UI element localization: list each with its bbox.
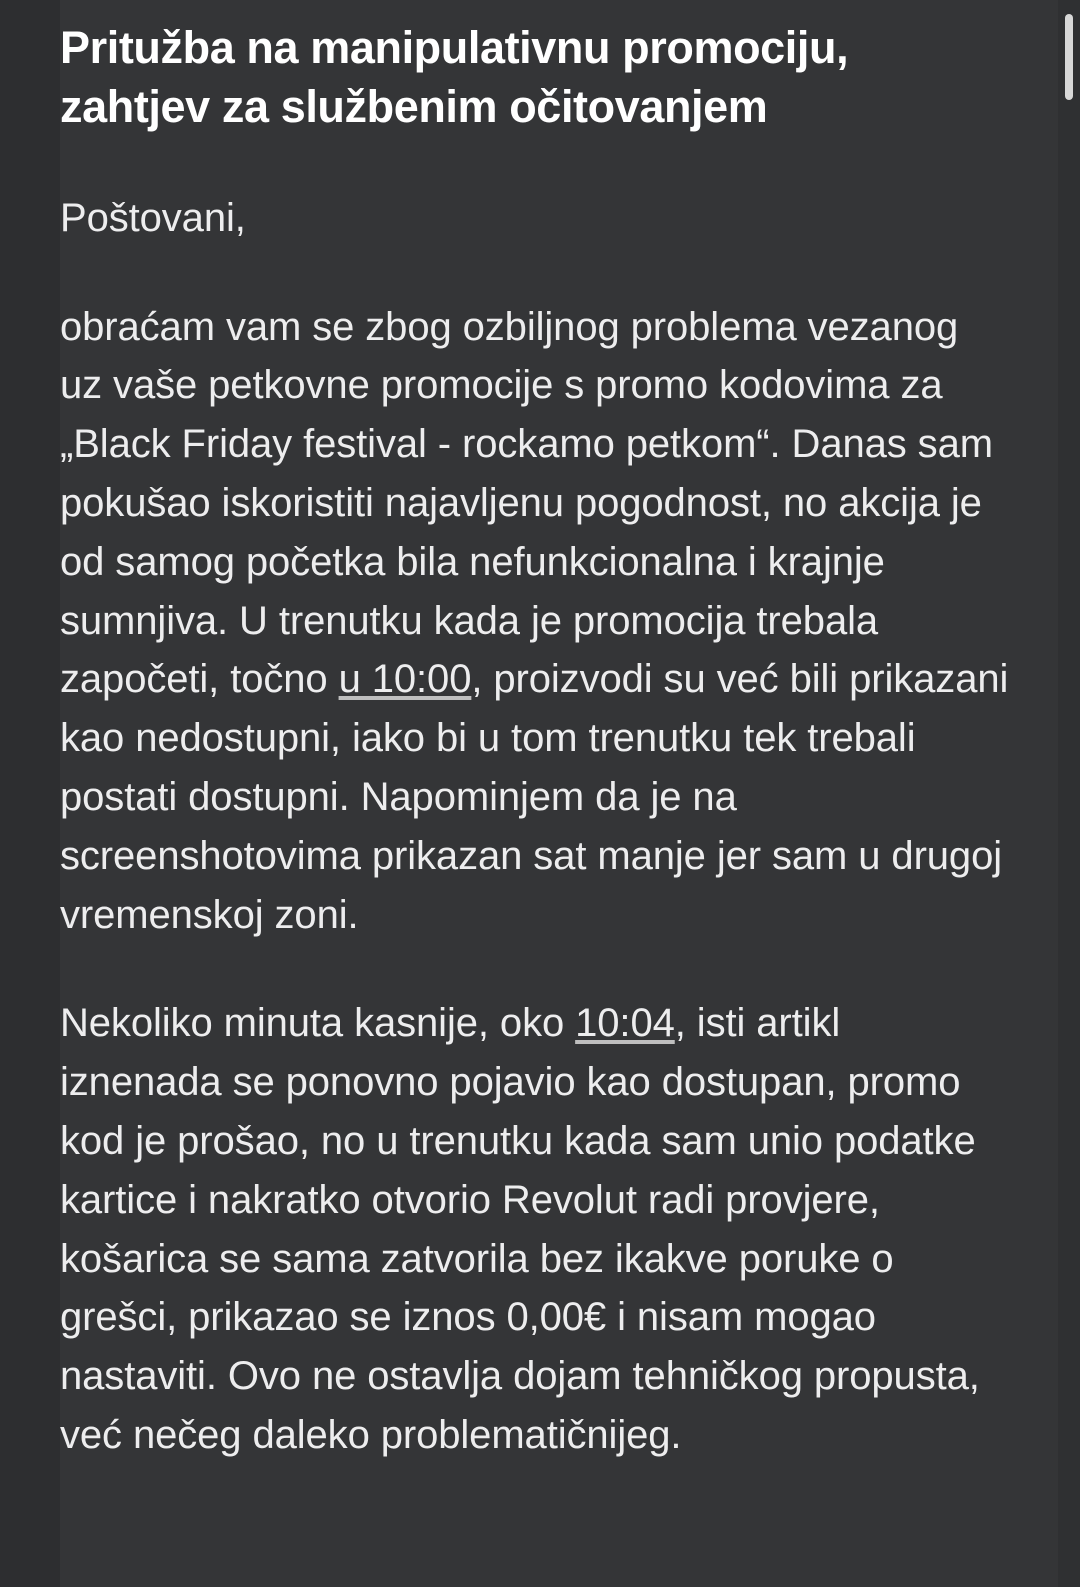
document-body: [60, 0, 1080, 1587]
paragraph-1: [60, 298, 1010, 945]
scrollbar-thumb[interactable]: [1065, 14, 1073, 100]
paragraph-2: [60, 994, 1010, 1464]
paragraph-2-timestamp: 10:04: [575, 1001, 675, 1046]
salutation-paragraph: Poštovani,: [60, 195, 246, 240]
paragraph-2-text-after: , isti artikl iznenada se ponovno pojavio kao dostupan, promo kod je prošao, no u trenutku kada sam unio podatke kartice i nakratko otvorio Revolut radi provjere, košarica se sama zatvorila bez ikakve poruke o grešci, prikazao se iznos 0,00€ i nisam mogao nastaviti. Ovo ne ostavlja dojam tehničkog propusta, već nečeg daleko problematičnijeg.: [60, 1001, 980, 1457]
page-title: Pritužba na manipulativnu promociju, zahtjev za službenim očitovanjem: [60, 22, 849, 133]
paragraph-1-timestamp: u 10:00: [338, 657, 472, 702]
paragraph-1-text-after: , proizvodi su već bili prikazani kao nedostupni, iako bi u tom trenutku tek trebali postati dostupni. Napominjem da je na screenshotovima prikazan sat manje jer sam u drugoj vremenskoj zoni.: [60, 657, 1009, 937]
left-gutter: [0, 0, 60, 1587]
vertical-scrollbar[interactable]: [1058, 0, 1080, 1587]
paragraph-1-text-before: obraćam vam se zbog ozbiljnog problema vezanog uz vaše petkovne promocije s promo kodovima za „Black Friday festival - rockamo petkom“. Danas sam pokušao iskoristiti najavljenu pogodnost, no akcija je od samog početka bila nefunkcionalna i krajnje sumnjiva. U trenutku kada je promocija trebala započeti, točno: [60, 304, 993, 702]
paragraph-2-text-before: Nekoliko minuta kasnije, oko: [60, 1001, 576, 1046]
